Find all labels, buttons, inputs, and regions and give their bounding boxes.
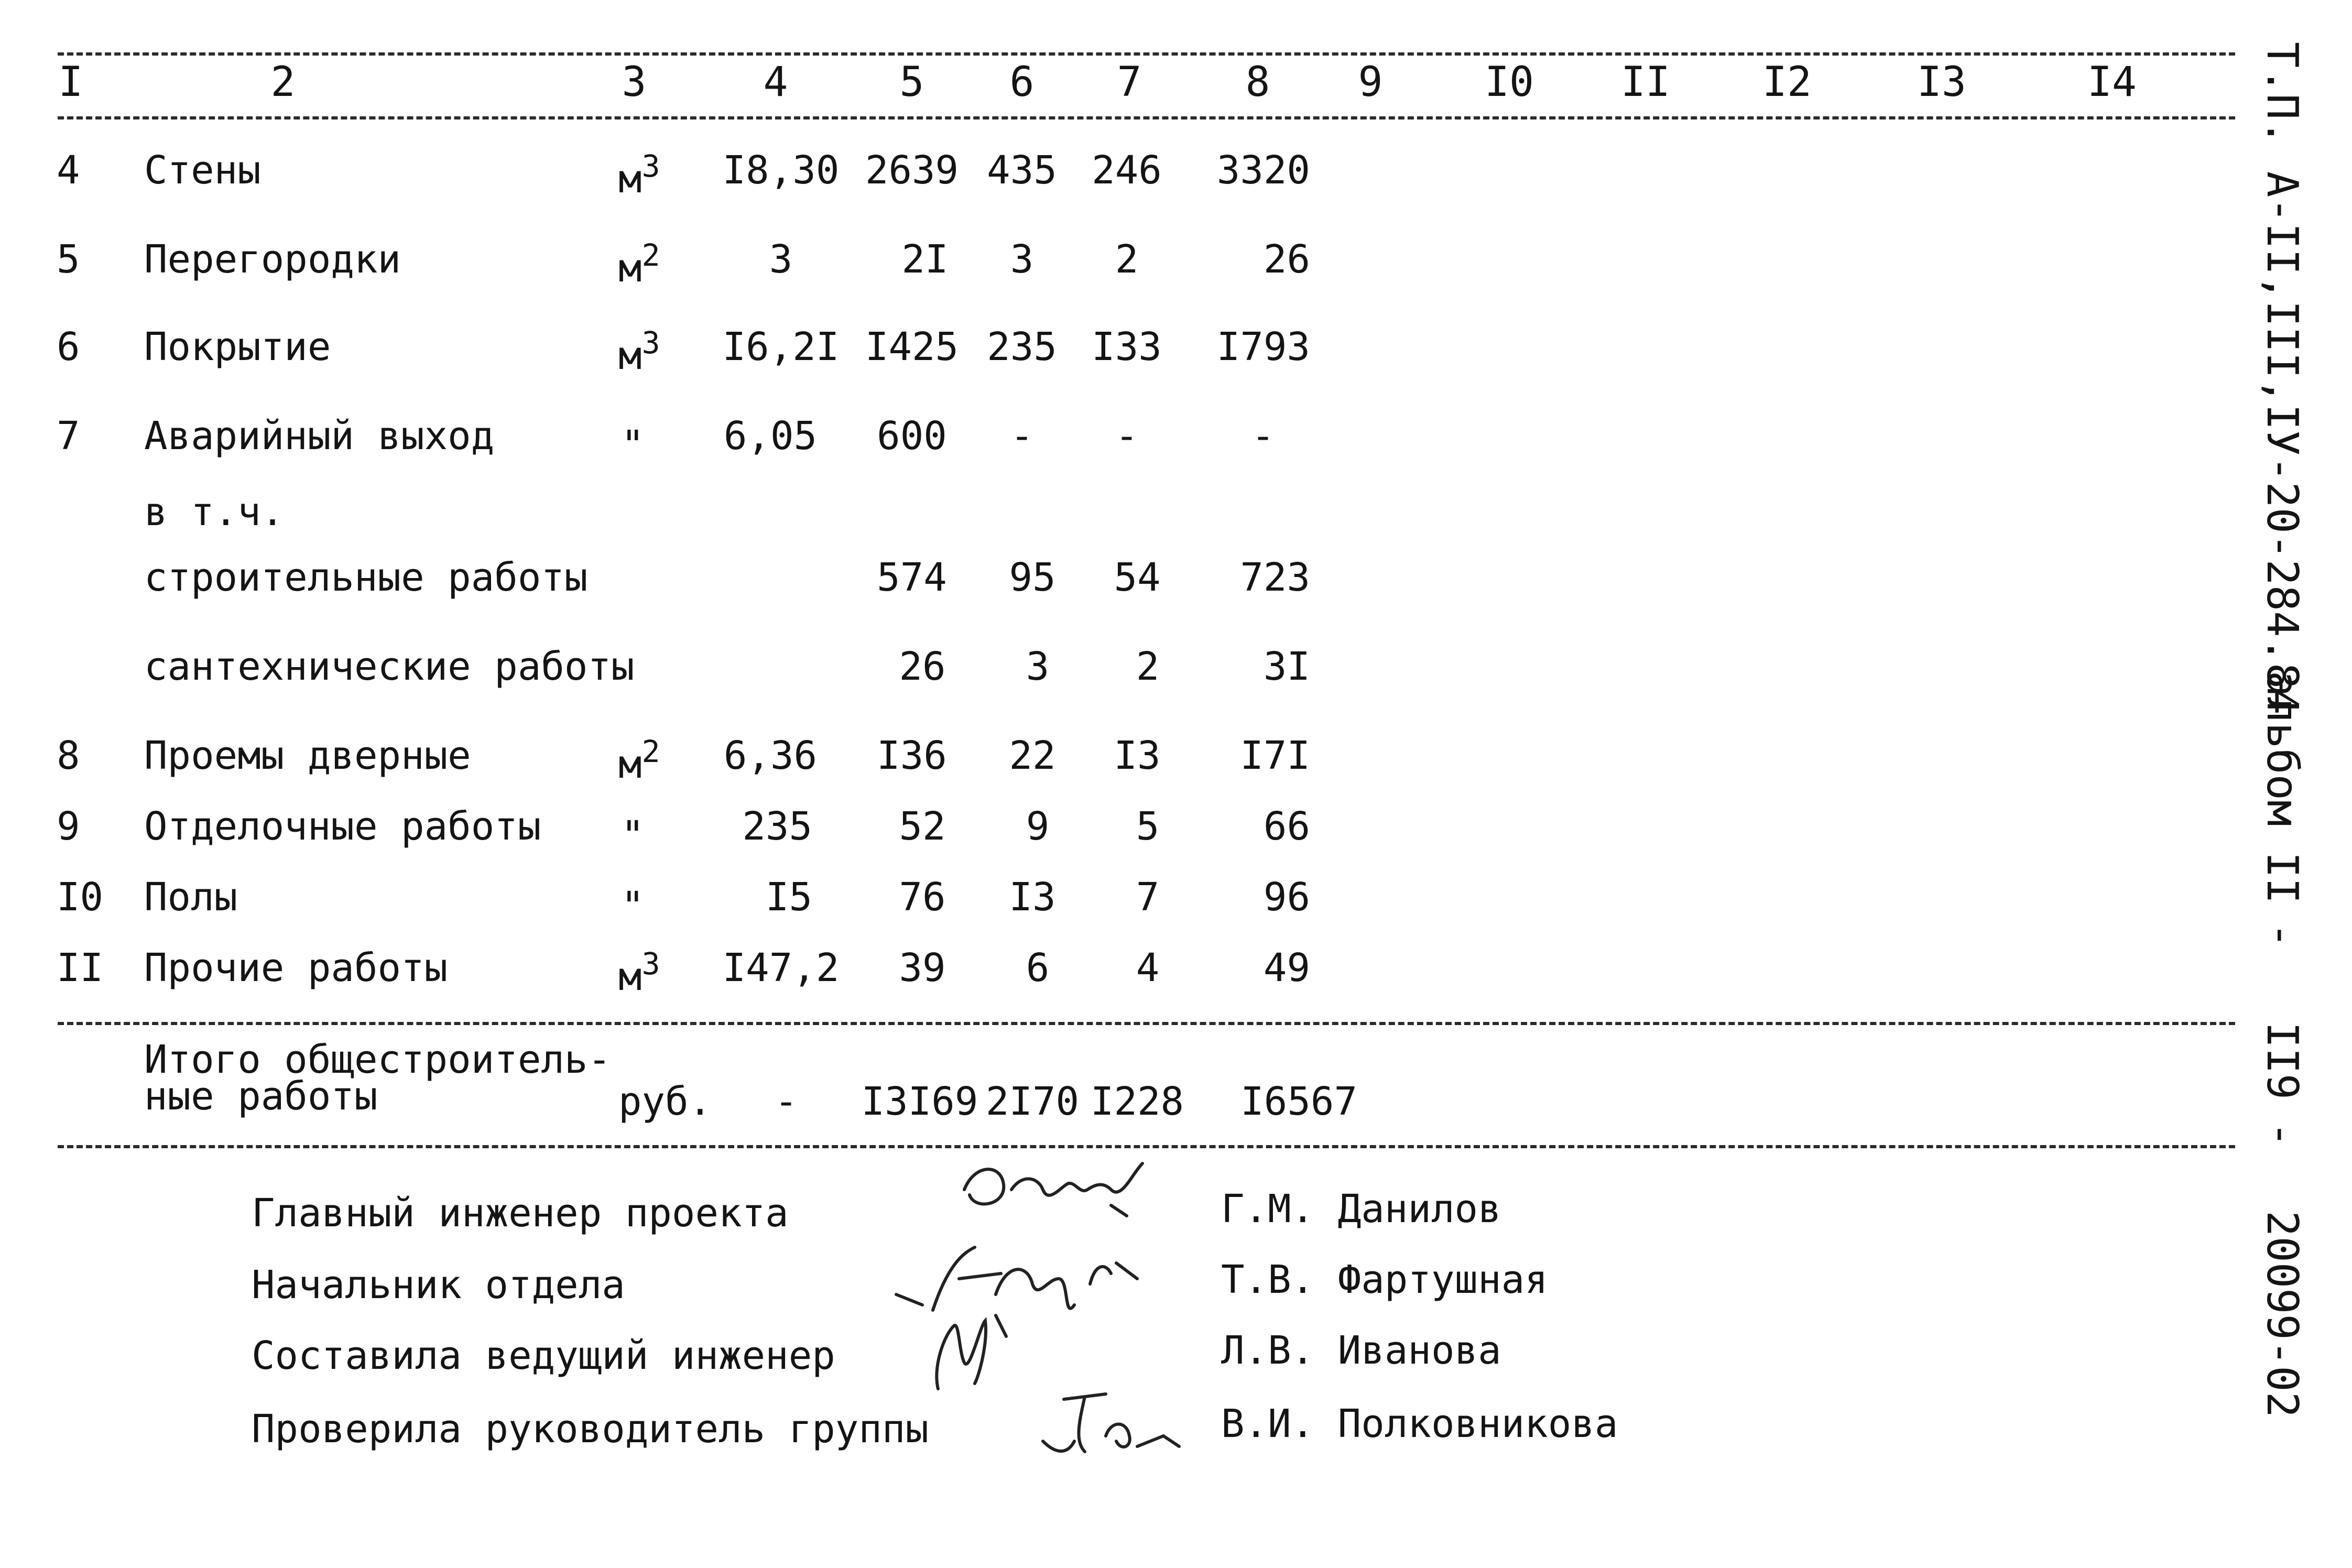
- signature-role: Составила ведущий инженер: [252, 1333, 835, 1378]
- col-7-value: I33: [1092, 324, 1162, 369]
- col-6-value: 235: [987, 324, 1057, 369]
- row-name: Стены: [144, 148, 261, 193]
- col-8-value: 723: [1240, 555, 1310, 600]
- signature-name: Т.В. Фартушная: [1221, 1257, 1548, 1302]
- col-8-value: 96: [1263, 875, 1310, 920]
- col-8-value: -: [1251, 413, 1275, 459]
- separator-dash: -: [2257, 922, 2307, 949]
- col-8-value: 26: [1263, 237, 1310, 282]
- col-6-value: -: [1010, 413, 1034, 459]
- total-col-8: I6567: [1240, 1079, 1357, 1124]
- column-header: I2: [1762, 59, 1812, 106]
- document-number: 20099-02: [2257, 1211, 2307, 1418]
- total-unit: руб.: [618, 1079, 712, 1124]
- col-6-value: I3: [1009, 875, 1056, 920]
- column-header: II: [1621, 59, 1670, 106]
- row-name: Проемы дверные: [144, 733, 471, 778]
- document-code: Т.П. А-II,III,IУ-20-284.84: [2257, 42, 2307, 715]
- col-5-value: 76: [899, 875, 946, 920]
- row-name: сантехнические работы: [144, 644, 635, 689]
- total-col-6: 2I70: [985, 1079, 1080, 1124]
- col-5-value: 574: [877, 555, 947, 600]
- row-number: 4: [57, 148, 80, 193]
- total-label-line-2: ные работы: [144, 1074, 378, 1119]
- col-5-value: 600: [877, 413, 947, 459]
- col-8-value: I7I: [1240, 733, 1310, 778]
- handwritten-signature: [954, 1153, 1174, 1242]
- column-header: I0: [1485, 59, 1534, 106]
- column-header: 9: [1358, 59, 1383, 106]
- col-7-value: 4: [1136, 945, 1160, 990]
- signature-role: Проверила руководитель группы: [252, 1407, 929, 1452]
- row-number: 6: [57, 324, 80, 369]
- col-8-value: 49: [1263, 945, 1310, 990]
- row-number: 7: [57, 413, 80, 459]
- col-4-value: 235: [742, 804, 812, 849]
- row-unit: $м^3$: [618, 148, 660, 202]
- row-name: Аварийный выход: [144, 413, 495, 459]
- column-header: I4: [2087, 59, 2137, 106]
- col-5-value: I425: [865, 324, 959, 369]
- col-5-value: 2639: [865, 148, 959, 193]
- signature-role: Начальник отдела: [252, 1262, 625, 1308]
- row-name: Перегородки: [144, 237, 401, 282]
- col-7-value: 2: [1136, 644, 1160, 689]
- total-bottom-rule: [58, 1145, 2235, 1148]
- col-6-value: 435: [987, 148, 1057, 193]
- col-6-value: 3: [1026, 644, 1050, 689]
- column-header: 3: [622, 59, 647, 106]
- col-7-value: 2: [1115, 237, 1139, 282]
- col-8-value: 66: [1263, 804, 1310, 849]
- total-top-rule: [58, 1022, 2235, 1025]
- col-6-value: 3: [1010, 237, 1034, 282]
- col-4-value: I6,2I: [722, 324, 840, 369]
- row-number: 8: [57, 733, 80, 778]
- signature-name: Л.В. Иванова: [1221, 1328, 1501, 1373]
- signature-role: Главный инженер проекта: [252, 1191, 789, 1236]
- col-7-value: I3: [1114, 733, 1161, 778]
- header-rule: [58, 116, 2235, 119]
- row-name: в т.ч.: [144, 489, 285, 535]
- col-7-value: -: [1115, 413, 1139, 459]
- column-header: 5: [899, 59, 924, 106]
- total-col-5: I3I69: [861, 1079, 978, 1124]
- row-name: Прочие работы: [144, 945, 448, 990]
- column-header: 2: [270, 59, 296, 106]
- col-6-value: 9: [1026, 804, 1050, 849]
- total-col-7: I228: [1090, 1079, 1184, 1124]
- album-label: альбом II: [2257, 671, 2307, 904]
- col-8-value: 3I: [1263, 644, 1310, 689]
- col-7-value: 5: [1136, 804, 1160, 849]
- col-6-value: 95: [1009, 555, 1056, 600]
- col-7-value: 246: [1092, 148, 1162, 193]
- row-unit: ": [621, 884, 645, 929]
- col-5-value: 2I: [901, 237, 949, 282]
- row-number: 5: [57, 237, 80, 282]
- row-unit: $м^3$: [618, 946, 660, 999]
- top-rule: [58, 52, 2235, 56]
- col-4-value: 3: [769, 237, 793, 282]
- row-name: Покрытие: [144, 324, 331, 369]
- col-7-value: 7: [1136, 875, 1160, 920]
- col-5-value: I36: [877, 733, 947, 778]
- row-number: I0: [57, 875, 104, 920]
- col-5-value: 39: [899, 945, 946, 990]
- column-header: I: [58, 59, 83, 106]
- col-6-value: 22: [1009, 733, 1056, 778]
- row-unit: ": [621, 813, 645, 858]
- col-8-value: I793: [1216, 324, 1310, 369]
- col-4-value: 6,05: [723, 413, 818, 459]
- row-unit: $м^2$: [618, 237, 660, 291]
- page-number: II9: [2257, 1022, 2307, 1100]
- separator-dash: -: [2257, 1121, 2307, 1148]
- col-4-value: I5: [765, 875, 812, 920]
- col-4-value: I8,30: [722, 148, 840, 193]
- column-header: 7: [1117, 59, 1142, 106]
- row-number: II: [57, 945, 104, 990]
- col-6-value: 6: [1026, 945, 1050, 990]
- column-header: I3: [1917, 59, 1966, 106]
- handwritten-signature: [922, 1305, 1017, 1410]
- column-header: 4: [763, 59, 788, 106]
- row-unit: $м^3$: [618, 325, 660, 378]
- col-4-value: I47,2: [722, 945, 840, 990]
- row-name: строительные работы: [144, 555, 588, 600]
- column-header: 6: [1009, 59, 1035, 106]
- signature-name: Г.М. Данилов: [1221, 1186, 1501, 1232]
- row-unit: $м^2$: [618, 734, 660, 787]
- col-5-value: 26: [899, 644, 946, 689]
- col-5-value: 52: [899, 804, 946, 849]
- row-name: Отделочные работы: [144, 804, 541, 849]
- col-8-value: 3320: [1216, 148, 1310, 193]
- col-7-value: 54: [1114, 555, 1161, 600]
- row-unit: ": [621, 422, 645, 467]
- total-col-4: -: [774, 1079, 798, 1124]
- row-number: 9: [57, 804, 80, 849]
- total-label-line-1: Итого общестроитель-: [144, 1037, 612, 1082]
- handwritten-signature: [1038, 1378, 1184, 1467]
- row-name: Полы: [144, 875, 238, 920]
- col-4-value: 6,36: [723, 733, 818, 778]
- signature-name: В.И. Полковникова: [1221, 1401, 1618, 1446]
- column-header: 8: [1245, 59, 1270, 106]
